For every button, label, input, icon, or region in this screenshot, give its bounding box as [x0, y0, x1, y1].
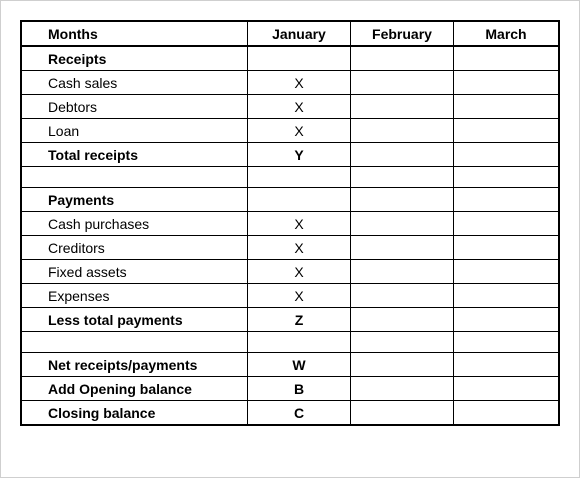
- cell-january: C: [248, 401, 351, 424]
- cell-february: [351, 260, 454, 284]
- cell-february: [351, 119, 454, 143]
- row-label: Payments: [22, 188, 248, 212]
- cell-january: [248, 188, 351, 212]
- cell-march: [454, 212, 558, 236]
- table-row: [22, 401, 558, 424]
- table-row: [22, 95, 558, 119]
- spacer-row: [22, 167, 558, 188]
- table-row: [22, 47, 558, 71]
- row-label: Closing balance: [22, 401, 248, 424]
- cell-january: X: [248, 260, 351, 284]
- cell-january: X: [248, 95, 351, 119]
- cell-february: [351, 188, 454, 212]
- cell-march: [454, 71, 558, 95]
- table-row: [22, 212, 558, 236]
- cell-march: [454, 353, 558, 377]
- cell-march: [454, 260, 558, 284]
- table-row: [22, 308, 558, 332]
- cell-january: W: [248, 353, 351, 377]
- spacer-row: [22, 332, 558, 353]
- row-label: Total receipts: [22, 143, 248, 167]
- row-label: Less total payments: [22, 308, 248, 332]
- cell-january: X: [248, 119, 351, 143]
- header-february: February: [351, 22, 454, 47]
- table-row: [22, 284, 558, 308]
- table-row: [22, 377, 558, 401]
- cell-january: X: [248, 236, 351, 260]
- row-label: Add Opening balance: [22, 377, 248, 401]
- row-label: Cash purchases: [22, 212, 248, 236]
- cell-january: X: [248, 284, 351, 308]
- cell-march: [454, 401, 558, 424]
- table-row: [22, 260, 558, 284]
- cell-march: [454, 95, 558, 119]
- row-label: [22, 332, 248, 353]
- cell-february: [351, 212, 454, 236]
- cell-february: [351, 236, 454, 260]
- cell-february: [351, 308, 454, 332]
- cell-march: [454, 188, 558, 212]
- cell-february: [351, 353, 454, 377]
- cell-march: [454, 308, 558, 332]
- cell-february: [351, 71, 454, 95]
- cell-january: Y: [248, 143, 351, 167]
- header-january: January: [248, 22, 351, 47]
- cell-january: [248, 167, 351, 188]
- cell-march: [454, 284, 558, 308]
- row-label: Debtors: [22, 95, 248, 119]
- row-label: [22, 167, 248, 188]
- cash-flow-table: [20, 20, 560, 426]
- cell-february: [351, 401, 454, 424]
- table-row: [22, 353, 558, 377]
- cell-february: [351, 167, 454, 188]
- cell-february: [351, 284, 454, 308]
- row-label: Receipts: [22, 47, 248, 71]
- cell-february: [351, 47, 454, 71]
- cell-february: [351, 332, 454, 353]
- cell-march: [454, 332, 558, 353]
- cell-march: [454, 236, 558, 260]
- cell-january: B: [248, 377, 351, 401]
- row-label: Cash sales: [22, 71, 248, 95]
- row-label: Expenses: [22, 284, 248, 308]
- header-row: [22, 22, 558, 47]
- header-march: March: [454, 22, 558, 47]
- table-row: [22, 71, 558, 95]
- table-row: [22, 236, 558, 260]
- cell-january: [248, 47, 351, 71]
- cell-february: [351, 377, 454, 401]
- cell-february: [351, 95, 454, 119]
- row-label: Loan: [22, 119, 248, 143]
- cell-march: [454, 167, 558, 188]
- cell-march: [454, 377, 558, 401]
- cell-january: [248, 332, 351, 353]
- cell-january: Z: [248, 308, 351, 332]
- row-label: Net receipts/payments: [22, 353, 248, 377]
- row-label: Creditors: [22, 236, 248, 260]
- cell-march: [454, 119, 558, 143]
- cell-march: [454, 143, 558, 167]
- table-row: [22, 119, 558, 143]
- cell-march: [454, 47, 558, 71]
- cell-february: [351, 143, 454, 167]
- row-label: Fixed assets: [22, 260, 248, 284]
- header-months: Months: [22, 22, 248, 47]
- table-row: [22, 188, 558, 212]
- table-row: [22, 143, 558, 167]
- cell-january: X: [248, 71, 351, 95]
- cell-january: X: [248, 212, 351, 236]
